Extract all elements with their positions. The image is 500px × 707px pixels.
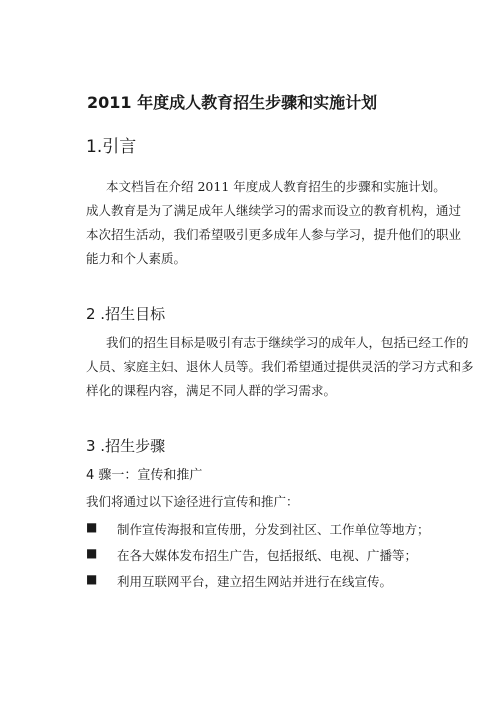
bullet-square-icon: ■ [86,546,98,560]
list-item-text: 利用互联网平台，建立招生网站并进行在线宣传。 [117,574,393,589]
section-heading-goals: 2 .招生目标 [86,305,166,323]
list-item-text: 制作宣传海报和宣传册，分发到社区、工作单位等地方； [117,522,430,537]
section-heading-steps: 3 .招生步骤 [86,437,166,455]
section-heading-introduction: 1.引言 [86,137,137,157]
bullet-square-icon: ■ [86,572,98,586]
list-item-text: 在各大媒体发布招生广告，包括报纸、电视、广播等； [117,548,418,563]
document-title: 2011 年度成人教育招生步骤和实施计划 [87,93,378,112]
paragraph-line: 人员、家庭主妇、退休人员等。我们希望通过提供灵活的学习方式和多 [86,359,474,374]
paragraph-line: 我们将通过以下途径进行宣传和推广： [86,494,299,509]
subsection-heading-step1: 4 骤一：宣传和推广 [86,468,203,483]
paragraph-line: 能力和个人素质。 [86,251,187,266]
paragraph-line: 本次招生活动，我们希望吸引更多成年人参与学习，提升他们的职业 [86,227,462,242]
paragraph-line: 本文档旨在介绍 2011 年度成人教育招生的步骤和实施计划。 [106,179,446,194]
bullet-square-icon: ■ [86,520,98,534]
paragraph-line: 我们的招生目标是吸引有志于继续学习的成年人，包括已经工作的 [106,335,469,350]
paragraph-line: 样化的课程内容，满足不同人群的学习需求。 [86,383,337,398]
paragraph-line: 成人教育是为了满足成年人继续学习的需求而设立的教育机构，通过 [86,203,462,218]
